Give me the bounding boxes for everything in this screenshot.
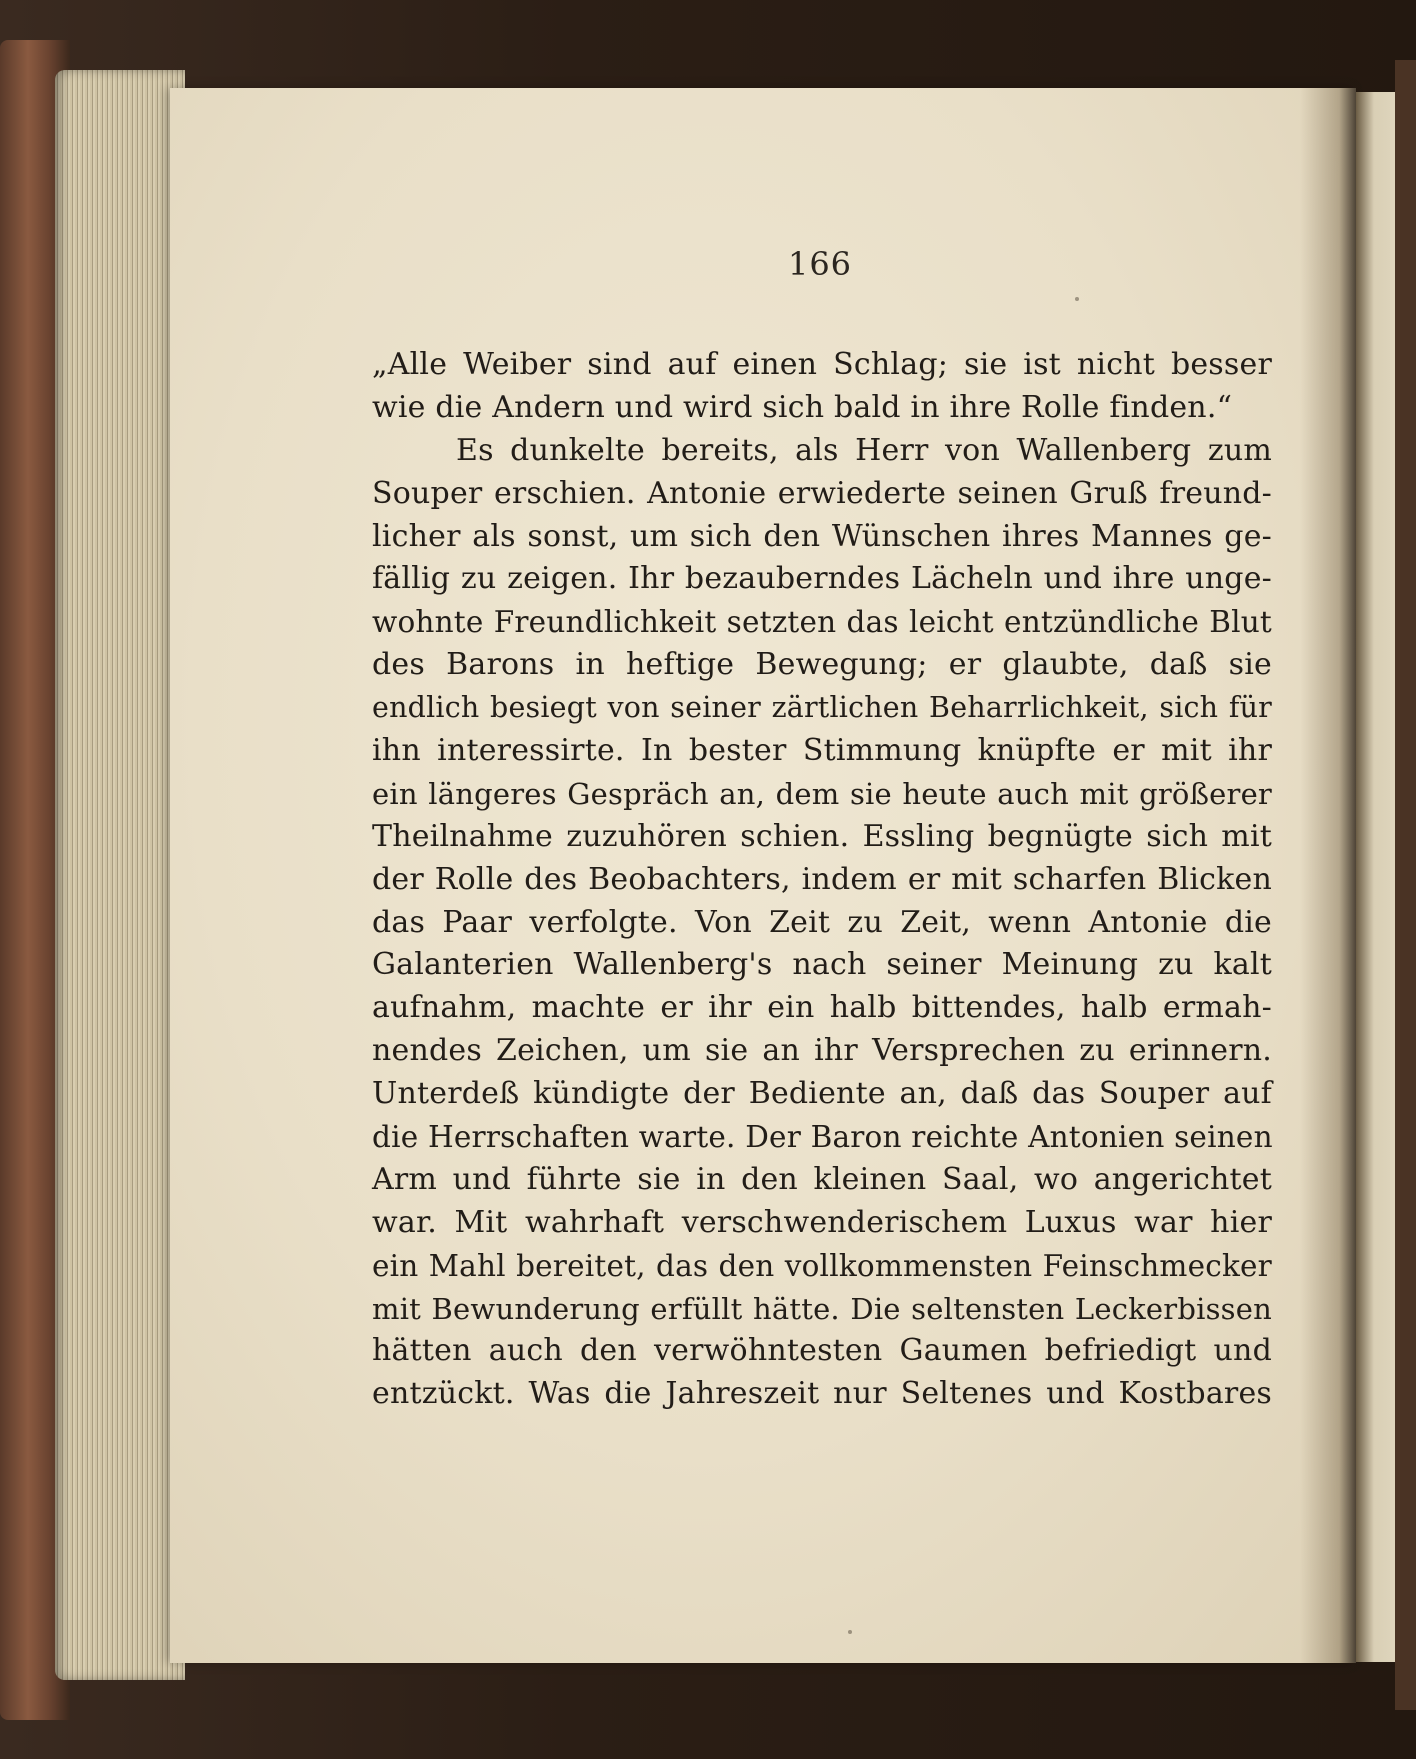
text-line: Es dunkelte bereits, als Herr von Wallenberg zum — [456, 432, 1272, 468]
text-line: licher als sonst, um sich den Wünschen ihres Mannes ge- — [372, 518, 1272, 554]
text-line: Unterdeß kündigte der Bediente an, daß das Souper auf — [372, 1076, 1272, 1112]
book-cover-right — [1395, 60, 1416, 1710]
text-line: der Rolle des Beobachters, indem er mit scharfen Blicken — [372, 861, 1272, 897]
text-line: Theilnahme zuzuhören schien. Essling begnügte sich mit — [372, 818, 1272, 854]
text-line: aufnahm, machte er ihr ein halb bittendes, halb ermah- — [372, 990, 1272, 1026]
body-text — [372, 344, 1272, 1416]
text-line: Galanterien Wallenberg's nach seiner Meinung zu kalt — [372, 947, 1272, 983]
text-line: war. Mit wahrhaft verschwenderischem Luxus war hier — [372, 1204, 1272, 1240]
text-line: Souper erschien. Antonie erwiederte seinen Gruß freund- — [372, 475, 1272, 511]
paper-speck — [1075, 297, 1079, 301]
text-line: mit Bewunderung erfüllt hätte. Die seltensten Leckerbissen — [372, 1291, 1272, 1326]
text-line: „Alle Weiber sind auf einen Schlag; sie ist nicht besser — [372, 347, 1272, 382]
text-line: die Herrschaften warte. Der Baron reichte Antonien seinen — [372, 1120, 1273, 1155]
text-line: des Barons in heftige Bewegung; er glaubte, daß sie — [372, 647, 1272, 683]
text-line: wie die Andern und wird sich bald in ihre Rolle finden.“ — [372, 389, 1233, 425]
text-line: ihn interessirte. In bester Stimmung knüpfte er mit ihr — [372, 733, 1272, 769]
page-number: 166 — [787, 245, 853, 283]
text-line: wohnte Freundlichkeit setzten das leicht entzündliche Blut — [372, 605, 1272, 640]
text-line: entzückt. Was die Jahreszeit nur Seltenes und Kostbares — [372, 1376, 1272, 1412]
text-line: endlich besiegt von seiner zärtlichen Beharrlichkeit, sich für — [372, 691, 1272, 725]
text-line: ein Mahl bereitet, das den vollkommensten Feinschmecker — [372, 1248, 1272, 1283]
text-line: nendes Zeichen, um sie an ihr Versprechen zu erinnern. — [372, 1033, 1272, 1069]
text-line: fällig zu zeigen. Ihr bezauberndes Lächeln und ihre unge- — [372, 561, 1272, 597]
page-gutter — [1300, 88, 1356, 1663]
text-line: ein längeres Gespräch an, dem sie heute auch mit größerer — [372, 776, 1272, 811]
paper-speck — [848, 1630, 852, 1634]
text-line: das Paar verfolgte. Von Zeit zu Zeit, wenn Antonie die — [372, 904, 1272, 940]
text-line: Arm und führte sie in den kleinen Saal, wo angerichtet — [372, 1161, 1272, 1197]
page-edges — [55, 70, 185, 1680]
text-line: hätten auch den verwöhntesten Gaumen befriedigt und — [372, 1333, 1272, 1369]
